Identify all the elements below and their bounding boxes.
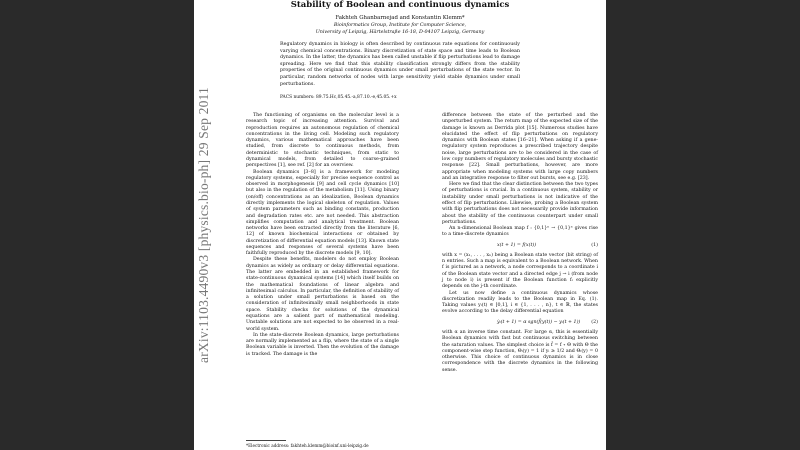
equation-1-body: x(t + 1) = f(x(t)) (497, 242, 537, 248)
equation-1 (442, 243, 598, 249)
intro-paragraph-3: Despite these benefits, modelers do not employ Boolean dynamics as widely as ordinary or delay differential equations. The latter are embedded in an established framework for state-continuous dynamical systems [14] which itself builds on the mathematical foundations of linear algebra and infinitesimal calculus. In particular, the definition of stability of a solution under small perturbations is based on the consideration of infinitesimally small neighborhoods in state space. Stability checks for solutions of the dynamical equations are a salient part of mathematical modeling. Unstable solutions are not expected to be observed in a real-world system. (246, 257, 399, 332)
equation-2 (442, 320, 598, 326)
left-column (246, 113, 399, 358)
right-column (442, 113, 598, 374)
paper-page (194, 0, 606, 450)
author-list: Fakhteh Ghanbarnejad and Konstantin Klemm* (335, 15, 465, 21)
equation-2-number: (2) (591, 319, 598, 325)
affiliation (194, 23, 606, 36)
intro-paragraph-4: In the state-discrete Boolean dynamics, large perturbations are normally implemented as a flip, where the state of a single Boolean variable is inverted. Then the evolution of the damage is tracked. The damage is the (246, 332, 399, 357)
intro-paragraph-2: Boolean dynamics [3–8] is a framework for modeling regulatory systems, especially for precise sequence control as observed in morphogenesis [9] and cell cycle dynamics [10] but also in the regulation of the metabolism [11]. Using binary (on/off) concentrations as an idealization, Boolean dynamics directly implements the logical skeleton of regulation. Values of system parameters such as binding constants, production and degradation rates etc. are not needed. This abstraction simplifies computation and analytical treatment. Boolean networks have been extracted directly from the literature [6, 12] of known biochemical interactions or obtained by discretization of differential equation models [13]. Known state sequences and responses of several systems have been faithfully reproduced by the discrete models [9, 10]. (246, 169, 399, 257)
footnote: *Electronic address: fakhteh.klemm@bioinf.uni-leipzig.de (246, 443, 369, 448)
footnote-rule (246, 440, 286, 441)
pacs-numbers: PACS numbers: 89.75.Hc,05.45.-a,87.10.-e,45.05.+x (280, 95, 397, 100)
right-paragraph-2: Here we find that the clear distinction between the two types of perturbations is crucial. In a continuous system, stability or instability under small perturbations is not indicative of the effect of flip perturbations. Likewise, probing a Boolean system with flip perturbations does not necessarily provide information about the stability of the continuous counterpart under small perturbations. (442, 182, 598, 225)
right-paragraph-3: An n-dimensional Boolean map f : {0,1}ⁿ → {0,1}ⁿ gives rise to a time-discrete dynamics (442, 226, 598, 238)
affiliation-line-2: University of Leipzig, Härtelstraße 16-18, D-04107 Leipzig, Germany (315, 29, 485, 35)
right-paragraph-1: difference between the state of the perturbed and the unperturbed system. The return map of the expected size of the damage is known as Derrida plot [15]. Numerous studies have elucidated the effect of flip perturbations on regulatory dynamics with Boolean states [16–21]. When asking if a gene-regulatory system reproduces a prescribed trajectory despite noise, large perturbations are to be considered in the case of low copy numbers of regulatory molecules and bursty stochastic response [22]. Small perturbations, however, are more appropriate when modeling systems with large copy numbers and an integrative response to filter out bursts, see e.g. [23]. (442, 113, 598, 181)
paper-title: Stability of Boolean and continuous dynamics (290, 0, 510, 10)
equation-2-body: ẏᵢ(t + 1) = α sgn(f̃(y(t)) − yᵢ(t + 1)) (497, 319, 581, 325)
intro-paragraph-1: The functioning of organisms on the molecular level is a research topic of increasing attention. Survival and reproduction requires an autonomous regulation of chemical concentrations in the living cell. Modeling such regulatory dynamics, various mathematical approaches have been studied, from discrete to continuous methods, from deterministic to stochastic techniques, from static to dynamical models, from detailed to coarse-grained perspectives [1], see ref. [2] for an overview. (246, 113, 399, 169)
right-paragraph-6: with α an inverse time constant. For large α, this is essentially Boolean dynamics with fast but continuous switching between the saturation values. The simplest choice is f̃ = f ∘ Θ with Θ the component-wise step function, Θᵢ(y) = 1 if yᵢ ≥ 1/2 and Θᵢ(y) = 0 otherwise. This choice of continuous dynamics is in close correspondence with the discrete dynamics in the following sense. (442, 330, 598, 373)
right-paragraph-5: Let us now define a continuous dynamics whose discretization readily leads to the Boolean map in Eq. (1). Taking values yᵢ(t) ∈ [0,1], i ∈ {1, . . . , n}, t ∈ ℝ, the states evolve according to the delay differential equation (442, 290, 598, 315)
equation-1-number: (1) (591, 242, 598, 248)
right-paragraph-4: with x = (x₁, . . . , xₙ) being a Boolean state vector (bit string) of n entries. Such a map is equivalent to a Boolean network. When f is pictured as a network, a node corresponds to a coordinate i of the Boolean state vector and a directed edge j → i (from node j to node i) is present if the Boolean function fᵢ explicitly depends on the j-th coordinate. (442, 252, 598, 290)
affiliation-line-1: Bioinformatics Group, Institute for Computer Science, (333, 23, 467, 28)
arxiv-identifier: arXiv:1103.4490v3 [physics.bio-ph] 29 Sep 2011 (196, 87, 211, 363)
abstract: Regulatory dynamics in biology is often described by continuous rate equations for continuously varying chemical concentrations. Binary discretization of state space and time leads to Boolean dynamics. In the latter, the dynamics has been called unstable if flip perturbations lead to damage spreading. Here we find that this stability classification strongly differs from the stability properties of the original continuous dynamics under small perturbations of the state vector. In particular, random networks of nodes with large sensitivity yield stable dynamics under small perturbations. (280, 42, 520, 87)
